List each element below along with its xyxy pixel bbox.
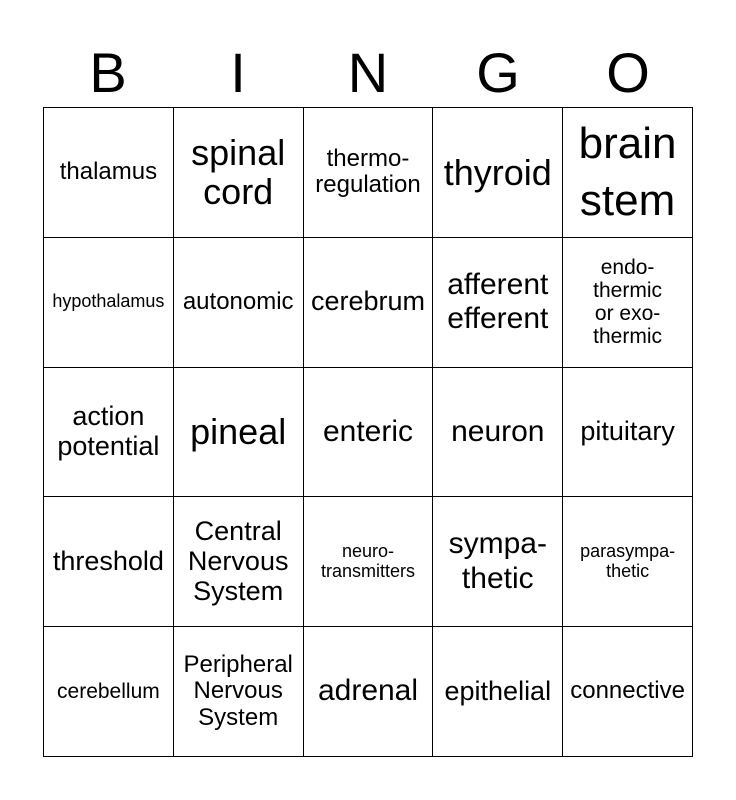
- bingo-board: [43, 107, 693, 757]
- bingo-cell[interactable]: parasympa- thetic: [563, 497, 693, 627]
- bingo-cell[interactable]: thermo- regulation: [304, 108, 434, 238]
- bingo-cell[interactable]: cerebrum: [304, 238, 434, 368]
- header-letter-b: B: [89, 41, 127, 104]
- bingo-cell[interactable]: brain stem: [563, 108, 693, 238]
- header-letter-o: O: [606, 41, 650, 104]
- bingo-cell[interactable]: neuro- transmitters: [304, 497, 434, 627]
- bingo-cell[interactable]: cerebellum: [44, 627, 174, 757]
- bingo-cell[interactable]: Peripheral Nervous System: [174, 627, 304, 757]
- bingo-cell[interactable]: threshold: [44, 497, 174, 627]
- bingo-cell[interactable]: spinal cord: [174, 108, 304, 238]
- bingo-header: [43, 40, 693, 106]
- bingo-cell[interactable]: connective: [563, 627, 693, 757]
- bingo-cell[interactable]: hypothalamus: [44, 238, 174, 368]
- bingo-cell[interactable]: epithelial: [433, 627, 563, 757]
- bingo-cell[interactable]: enteric: [304, 368, 434, 498]
- bingo-cell[interactable]: afferent efferent: [433, 238, 563, 368]
- bingo-cell[interactable]: adrenal: [304, 627, 434, 757]
- bingo-cell[interactable]: endo- thermic or exo- thermic: [563, 238, 693, 368]
- header-letter-n: N: [347, 41, 389, 104]
- bingo-cell[interactable]: pituitary: [563, 368, 693, 498]
- bingo-cell[interactable]: Central Nervous System: [174, 497, 304, 627]
- bingo-cell[interactable]: neuron: [433, 368, 563, 498]
- bingo-cell[interactable]: pineal: [174, 368, 304, 498]
- bingo-cell[interactable]: autonomic: [174, 238, 304, 368]
- header-letter-g: G: [476, 41, 520, 104]
- bingo-cell[interactable]: thalamus: [44, 108, 174, 238]
- bingo-cell[interactable]: action potential: [44, 368, 174, 498]
- header-letter-i: I: [230, 41, 246, 104]
- bingo-cell[interactable]: thyroid: [433, 108, 563, 238]
- bingo-cell[interactable]: sympa- thetic: [433, 497, 563, 627]
